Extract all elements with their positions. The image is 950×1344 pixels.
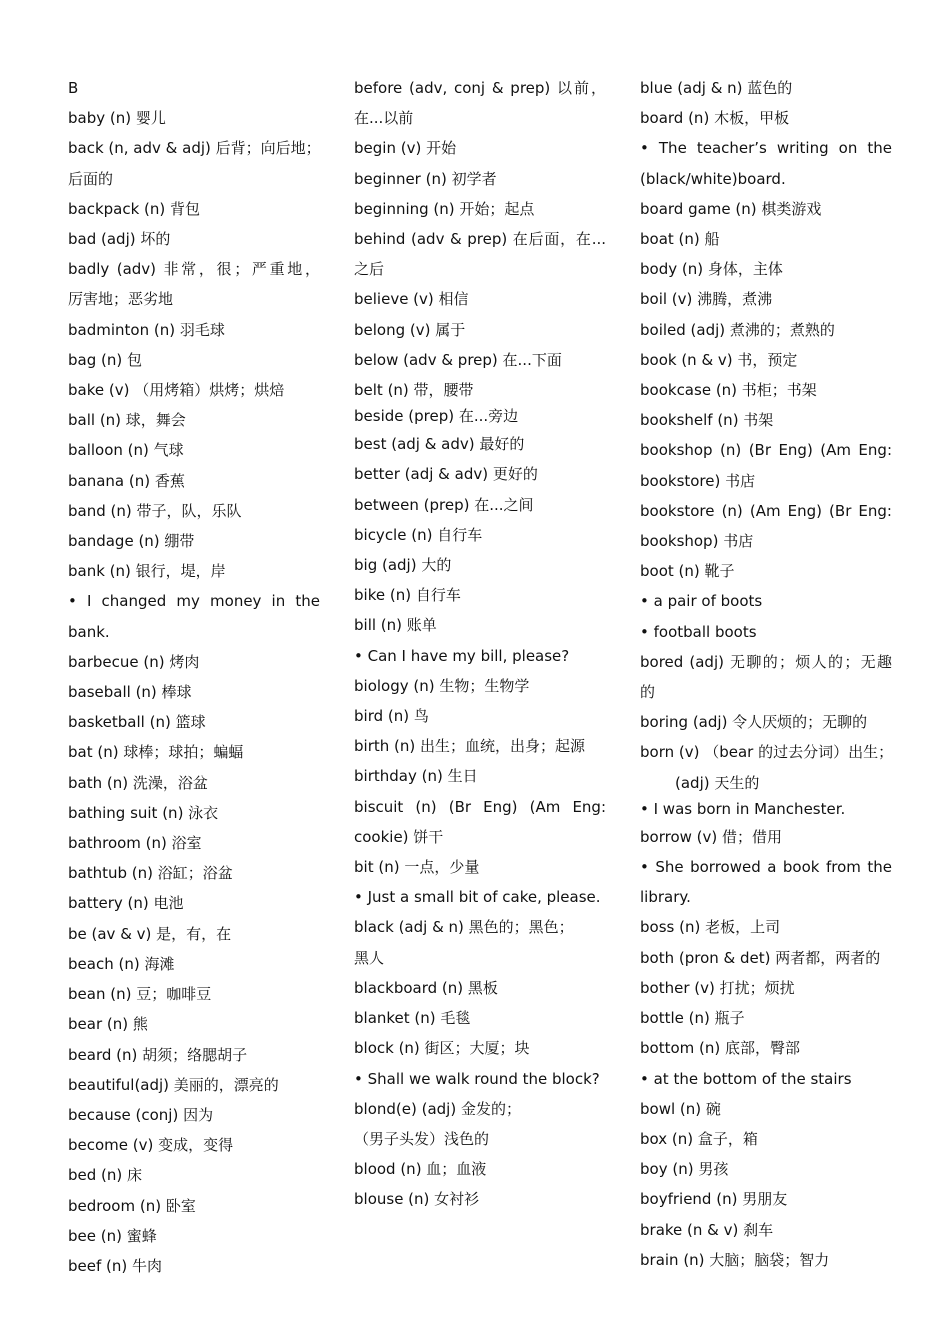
vocabulary-entry-line: bookstore (n) (Am Eng) (Br Eng: [640, 501, 892, 520]
vocabulary-entry-line: 黑人 [354, 948, 385, 967]
word-list-column-2 [354, 73, 606, 1215]
vocabulary-entry-line: belong (v) 属于 [354, 320, 466, 339]
vocabulary-entry-line: be (av & v) 是，有，在 [68, 924, 232, 943]
vocabulary-entry-line: bed (n) 床 [68, 1166, 143, 1185]
vocabulary-entry-line: back (n, adv & adj) 后背；向后地； [68, 139, 321, 158]
vocabulary-entry-line: band (n) 带子，队，乐队 [68, 501, 242, 520]
vocabulary-entry-line: bike (n) 自行车 [354, 586, 461, 605]
vocabulary-entry-line: born (v) （bear 的过去分词）出生； [640, 743, 894, 762]
vocabulary-entry-line: baseball (n) 棒球 [68, 683, 192, 702]
vocabulary-entry-line: borrow (v) 借；借用 [640, 827, 783, 846]
vocabulary-entry-line: beginning (n) 开始；起点 [354, 199, 535, 218]
vocabulary-entry-line: badminton (n) 羽毛球 [68, 320, 225, 339]
vocabulary-entry-line: （男子头发）浅色的 [354, 1129, 490, 1148]
vocabulary-entry-line: banana (n) 香蕉 [68, 471, 185, 490]
vocabulary-entry-line: bored (adj) 无聊的；烦人的；无趣 [640, 652, 892, 671]
vocabulary-entry-line: book (n & v) 书，预定 [640, 350, 798, 369]
vocabulary-entry-line: bank (n) 银行，堤，岸 [68, 562, 226, 581]
vocabulary-entry-line: baby (n) 婴儿 [68, 109, 166, 128]
vocabulary-entry-line: boiled (adj) 煮沸的；煮熟的 [640, 320, 835, 339]
word-list-column-1 [68, 73, 320, 1281]
vocabulary-entry-line: below (adv & prep) 在...下面 [354, 350, 562, 369]
vocabulary-entry-line: ball (n) 球，舞会 [68, 411, 186, 430]
example-sentence: • at the bottom of the stairs [640, 1069, 852, 1088]
word-list-column-3 [640, 73, 892, 1275]
example-sentence: • The teacher’s writing on the [640, 139, 892, 158]
vocabulary-entry-line: boil (v) 沸腾，煮沸 [640, 290, 773, 309]
vocabulary-entry-line: before (adv, conj & prep) 以前， [354, 79, 606, 97]
vocabulary-entry-line: boat (n) 船 [640, 230, 720, 249]
vocabulary-entry-line: boyfriend (n) 男朋友 [640, 1190, 788, 1209]
example-sentence: • football boots [640, 622, 757, 641]
vocabulary-entry-line: blackboard (n) 黑板 [354, 978, 498, 997]
vocabulary-entry-line: bad (adj) 坏的 [68, 230, 171, 249]
vocabulary-entry-line: library. [640, 888, 691, 907]
vocabulary-entry-line: bank. [68, 622, 110, 641]
vocabulary-entry-line: 之后 [354, 260, 385, 279]
vocabulary-entry-line: bookcase (n) 书柜；书架 [640, 381, 817, 400]
example-sentence: • Shall we walk round the block? [354, 1069, 600, 1088]
vocabulary-entry-line: brain (n) 大脑；脑袋；智力 [640, 1250, 830, 1269]
vocabulary-entry-line: blond(e) (adj) 金发的； [354, 1099, 521, 1118]
vocabulary-entry-line: blue (adj & n) 蓝色的 [640, 79, 793, 97]
vocabulary-entry-line: bookstore) 书店 [640, 471, 756, 490]
vocabulary-entry-line: beautiful(adj) 美丽的，漂亮的 [68, 1075, 279, 1094]
vocabulary-entry-line: barbecue (n) 烤肉 [68, 652, 200, 671]
vocabulary-entry-line: between (prep) 在...之间 [354, 495, 534, 514]
vocabulary-entry-line: bookshop) 书店 [640, 532, 754, 551]
vocabulary-entry-line: bathing suit (n) 泳衣 [68, 803, 219, 822]
vocabulary-entry-line: bit (n) 一点，少量 [354, 858, 480, 877]
vocabulary-entry-line: believe (v) 相信 [354, 290, 469, 309]
vocabulary-entry-line: boring (adj) 令人厌烦的；无聊的 [640, 713, 868, 732]
vocabulary-entry-line: B [68, 79, 79, 97]
vocabulary-entry-line: bookshop (n) (Br Eng) (Am Eng: [640, 441, 892, 460]
example-sentence: • I changed my money in the [68, 592, 320, 611]
vocabulary-entry-line: bedroom (n) 卧室 [68, 1196, 196, 1215]
vocabulary-entry-line: bill (n) 账单 [354, 616, 437, 635]
vocabulary-entry-line: balloon (n) 气球 [68, 441, 184, 460]
vocabulary-entry-line: begin (v) 开始 [354, 139, 457, 158]
vocabulary-entry-line: behind (adv & prep) 在后面，在... [354, 230, 606, 249]
vocabulary-entry-line: bake (v) （用烤箱）烘烤；烘焙 [68, 381, 285, 400]
vocabulary-entry-line: basketball (n) 篮球 [68, 713, 206, 732]
vocabulary-entry-line: beside (prep) 在...旁边 [354, 407, 519, 426]
vocabulary-entry-line: bandage (n) 绷带 [68, 532, 195, 551]
vocabulary-entry-line: board (n) 木板，甲板 [640, 109, 790, 128]
vocabulary-entry-line: 后面的 [68, 169, 114, 188]
vocabulary-entry-line: both (pron & det) 两者都，两者的 [640, 948, 881, 967]
example-sentence: • Can I have my bill, please? [354, 646, 570, 665]
vocabulary-entry-line: black (adj & n) 黑色的；黑色； [354, 918, 574, 937]
vocabulary-entry-line: battery (n) 电池 [68, 894, 184, 913]
vocabulary-entry-line: board game (n) 棋类游戏 [640, 199, 822, 218]
vocabulary-entry-line: beef (n) 牛肉 [68, 1256, 163, 1275]
vocabulary-entry-line: (adj) 天生的 [675, 773, 760, 792]
vocabulary-entry-line: bowl (n) 碗 [640, 1099, 721, 1118]
vocabulary-entry-line: blanket (n) 毛毯 [354, 1009, 471, 1028]
vocabulary-entry-line: big (adj) 大的 [354, 556, 452, 575]
vocabulary-entry-line: bathroom (n) 浴室 [68, 834, 202, 853]
vocabulary-entry-line: because (conj) 因为 [68, 1105, 214, 1124]
vocabulary-entry-line: bookshelf (n) 书架 [640, 411, 774, 430]
vocabulary-entry-line: backpack (n) 背包 [68, 199, 201, 218]
example-sentence: • a pair of boots [640, 592, 763, 611]
vocabulary-entry-line: blood (n) 血；血液 [354, 1160, 487, 1179]
vocabulary-entry-line: bag (n) 包 [68, 350, 142, 369]
vocabulary-entry-line: beach (n) 海滩 [68, 954, 175, 973]
vocabulary-entry-line: birth (n) 出生；血统，出身；起源 [354, 737, 585, 756]
vocabulary-entry-line: boss (n) 老板，上司 [640, 918, 781, 937]
vocabulary-entry-line: block (n) 街区；大厦；块 [354, 1039, 530, 1058]
vocabulary-entry-line: bathtub (n) 浴缸；浴盆 [68, 864, 233, 883]
example-sentence: • Just a small bit of cake, please. [354, 888, 601, 907]
vocabulary-entry-line: 在...以前 [354, 109, 414, 128]
vocabulary-entry-line: bee (n) 蜜蜂 [68, 1226, 157, 1245]
vocabulary-entry-line: belt (n) 带，腰带 [354, 381, 474, 400]
vocabulary-entry-line: boy (n) 男孩 [640, 1160, 729, 1179]
vocabulary-entry-line: brake (n & v) 刹车 [640, 1220, 774, 1239]
vocabulary-entry-line: badly (adv) 非常，很；严重地， [68, 260, 320, 279]
vocabulary-entry-line: box (n) 盒子，箱 [640, 1129, 758, 1148]
vocabulary-entry-line: biscuit (n) (Br Eng) (Am Eng: [354, 797, 606, 816]
vocabulary-entry-line: bottom (n) 底部，臀部 [640, 1039, 800, 1058]
vocabulary-entry-line: blouse (n) 女衬衫 [354, 1190, 480, 1209]
vocabulary-entry-line: bottle (n) 瓶子 [640, 1009, 745, 1028]
vocabulary-entry-line: bean (n) 豆；咖啡豆 [68, 985, 212, 1004]
vocabulary-entry-line: beard (n) 胡须；络腮胡子 [68, 1045, 248, 1064]
vocabulary-entry-line: bicycle (n) 自行车 [354, 525, 483, 544]
vocabulary-entry-line: bother (v) 打扰；烦扰 [640, 978, 795, 997]
vocabulary-entry-line: biology (n) 生物；生物学 [354, 676, 530, 695]
vocabulary-entry-line: 厉害地；恶劣地 [68, 290, 174, 309]
vocabulary-entry-line: bird (n) 鸟 [354, 707, 429, 726]
vocabulary-entry-line: cookie) 饼干 [354, 827, 444, 846]
vocabulary-entry-line: beginner (n) 初学者 [354, 169, 497, 188]
vocabulary-entry-line: 的 [640, 683, 656, 702]
example-sentence: • She borrowed a book from the [640, 858, 892, 877]
vocabulary-entry-line: better (adj & adv) 更好的 [354, 465, 538, 484]
vocabulary-entry-line: boot (n) 靴子 [640, 562, 735, 581]
vocabulary-entry-line: (black/white)board. [640, 169, 786, 188]
example-sentence: • I was born in Manchester. [640, 799, 846, 818]
vocabulary-entry-line: bat (n) 球棒；球拍；蝙蝠 [68, 743, 244, 762]
vocabulary-entry-line: become (v) 变成，变得 [68, 1136, 234, 1155]
vocabulary-entry-line: best (adj & adv) 最好的 [354, 435, 525, 454]
vocabulary-entry-line: bath (n) 洗澡，浴盆 [68, 773, 208, 792]
vocabulary-entry-line: bear (n) 熊 [68, 1015, 148, 1034]
vocabulary-entry-line: body (n) 身体，主体 [640, 260, 783, 279]
vocabulary-entry-line: birthday (n) 生日 [354, 767, 478, 786]
